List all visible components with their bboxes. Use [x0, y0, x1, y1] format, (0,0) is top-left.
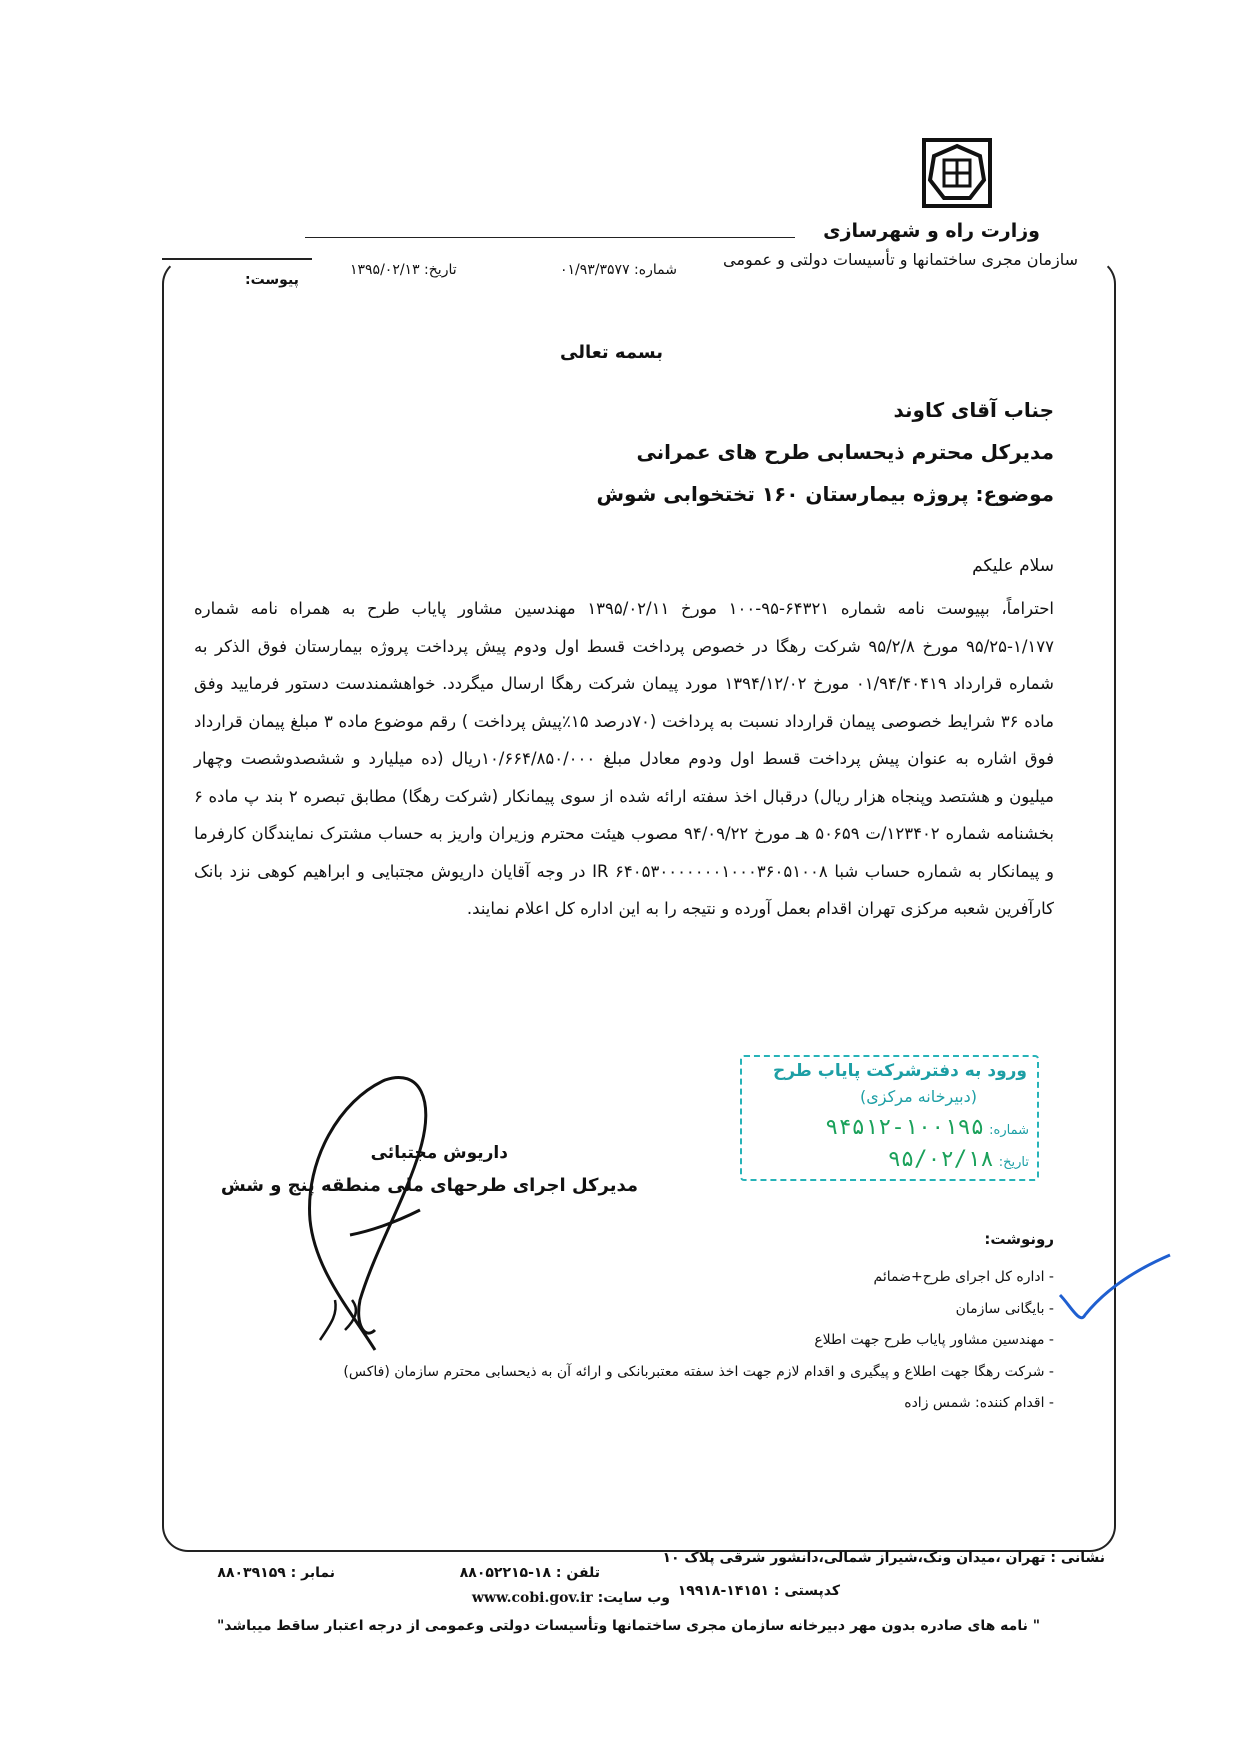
letter-body: احتراماً، بپیوست نامه شماره ۶۴۳۲۱-۹۵-۱۰۰ مورخ ۱۳۹۵/۰۲/۱۱ مهندسین مشاور پایاب طرح به همراه نامه شماره ۱/۱۷۷-۹۵/۲۵ مورخ ۹۵/۲/۸ شرکت رهگا در خصوص پرداخت قسط اول ودوم پیش پرداخت پروژه بیمارستان فوق الذکر به شماره قرارداد ۰۱/۹۴/۴۰۴۱۹ مورخ ۱۳۹۴/۱۲/۰۲ مورد پیمان شرکت رهگا ارسال میگردد. خواهشمندست دستور فرمایید وفق ماده ۳۶ شرایط خصوصی پیمان قرارداد نسبت به پرداخت (۷۰درصد ۱۵٪پیش پرداخت ) رقم موضوع ماده ۳ مبلغ پیمان قرارداد فوق اشاره به عنوان پیش پرداخت قسط اول ودوم معادل مبلغ ۱۰/۶۶۴/۸۵۰/۰۰۰ریال (ده میلیارد و ششصدوشصت وچهار میلیون و هشتصد وپنجاه هزار ریال) درقبال اخذ سفته ارائه شده از سوی پیمانکار (شرکت رهگا) مطابق تبصره ۲ بند پ ماده ۶ بخشنامه شماره ۱۲۳۴۰۲/ت ۵۰۶۵۹ هـ مورخ ۹۴/۰۹/۲۲ مصوب هیئت محترم وزیران واریز به حساب مشترک نمایندگان کارفرما و پیمانکار به شماره حساب شبا IR ۶۴۰۵۳۰۰۰۰۰۰۰۱۰۰۰۳۶۰۵۱۰۰۸ در وجه آقایان داریوش مجتبایی و ابراهیم کوهی نزد بانک کارآفرین شعبه مرکزی تهران اقدام بعمل آورده و نتیجه را به این اداره کل اعلام نمایند. [194, 599, 1055, 918]
receipt-stamp [740, 1055, 1039, 1181]
frame-top-segment [162, 258, 312, 260]
ministry-name: وزارت راه و شهرسازی [823, 220, 1040, 242]
list-item: - بایگانی سازمان [194, 1294, 1054, 1326]
signer-name: داریوش مجتبائی [370, 1143, 508, 1163]
postal-value: ۱۴۱۵۱-۱۹۹۱۸ [677, 1583, 770, 1599]
stamp-subtitle: (دبیرخانه مرکزی) [860, 1087, 977, 1106]
postal-label: کدپستی : [773, 1583, 840, 1599]
recipient: جناب آقای کاوند [893, 398, 1054, 422]
footer-phone [460, 1565, 600, 1581]
ministry-emblem-icon [922, 138, 992, 208]
organization-name: سازمان مجری ساختمانها و تأسیسات دولتی و عمومی [723, 250, 1078, 269]
attachment-label: پیوست: [245, 272, 299, 288]
stamp-date-value: ۹۵/۰۲/۱۸ [887, 1147, 994, 1172]
date-label: تاریخ: [424, 262, 457, 278]
list-item: - مهندسین مشاور پایاب طرح جهت اطلاع [194, 1325, 1054, 1357]
stamp-date-label: تاریخ: [998, 1155, 1029, 1170]
phone-value: ۱۸-۸۸۰۵۲۲۱۵ [459, 1565, 551, 1581]
cc-list [194, 1262, 1054, 1420]
letter-number [560, 262, 677, 278]
website-label: وب سایت: [597, 1590, 670, 1606]
footer-website [472, 1590, 670, 1606]
subject: موضوع: پروژه بیمارستان ۱۶۰ تختخوابی شوش [596, 482, 1054, 506]
website-value: www.cobi.gov.ir [471, 1590, 593, 1606]
fax-label: نمابر : [290, 1565, 335, 1581]
footer-postal [678, 1583, 840, 1599]
date-value: ۱۳۹۵/۰۲/۱۳ [350, 262, 420, 278]
list-item: - شرکت رهگا جهت اطلاع و پیگیری و اقدام لازم جهت اخذ سفته معتبربانکی و ارائه آن به ذیحسابی محترم سازمان (فاکس) [194, 1357, 1054, 1389]
recipient-title: مدیرکل محترم ذیحسابی طرح های عمرانی [636, 440, 1054, 464]
number-label: شماره: [634, 262, 677, 278]
footer-fax [217, 1565, 335, 1581]
stamp-number-value: ۱۰۰۱۹۵-۹۴۵۱۲ [825, 1115, 985, 1140]
stamp-number [825, 1115, 1029, 1140]
list-item: - اقدام کننده: شمس زاده [194, 1388, 1054, 1420]
number-value: ۰۱/۹۳/۳۵۷۷ [560, 262, 630, 278]
stamp-title: ورود به دفترشرکت پایاب طرح [772, 1061, 1027, 1081]
stamp-date [888, 1147, 1029, 1172]
cc-title: رونوشت: [984, 1230, 1054, 1248]
stamp-number-label: شماره: [989, 1123, 1029, 1138]
phone-label: تلفن : [555, 1565, 600, 1581]
header-divider [305, 237, 795, 238]
letter-date [350, 262, 457, 278]
footer-note: " نامه های صادره بدون مهر دبیرخانه سازمان مجری ساختمانها وتأسیسات دولتی وعمومی از درجه اعتبار ساقط میباشد" [217, 1618, 1040, 1634]
bismillah: بسمه تعالی [560, 342, 663, 363]
address-label: نشانی : [1050, 1550, 1105, 1566]
salutation: سلام علیکم [972, 556, 1054, 576]
signer-title: مدیرکل اجرای طرحهای ملی منطقه پنج و شش [220, 1175, 638, 1196]
list-item: - اداره کل اجرای طرح+ضمائم [194, 1262, 1054, 1294]
check-mark-icon [1055, 1250, 1175, 1330]
address-value: تهران ،میدان ونک،شیراز شمالی،دانشور شرقی پلاک ۱۰ [662, 1550, 1046, 1566]
footer-address [662, 1550, 1105, 1566]
fax-value: ۸۸۰۳۹۱۵۹ [217, 1565, 286, 1581]
